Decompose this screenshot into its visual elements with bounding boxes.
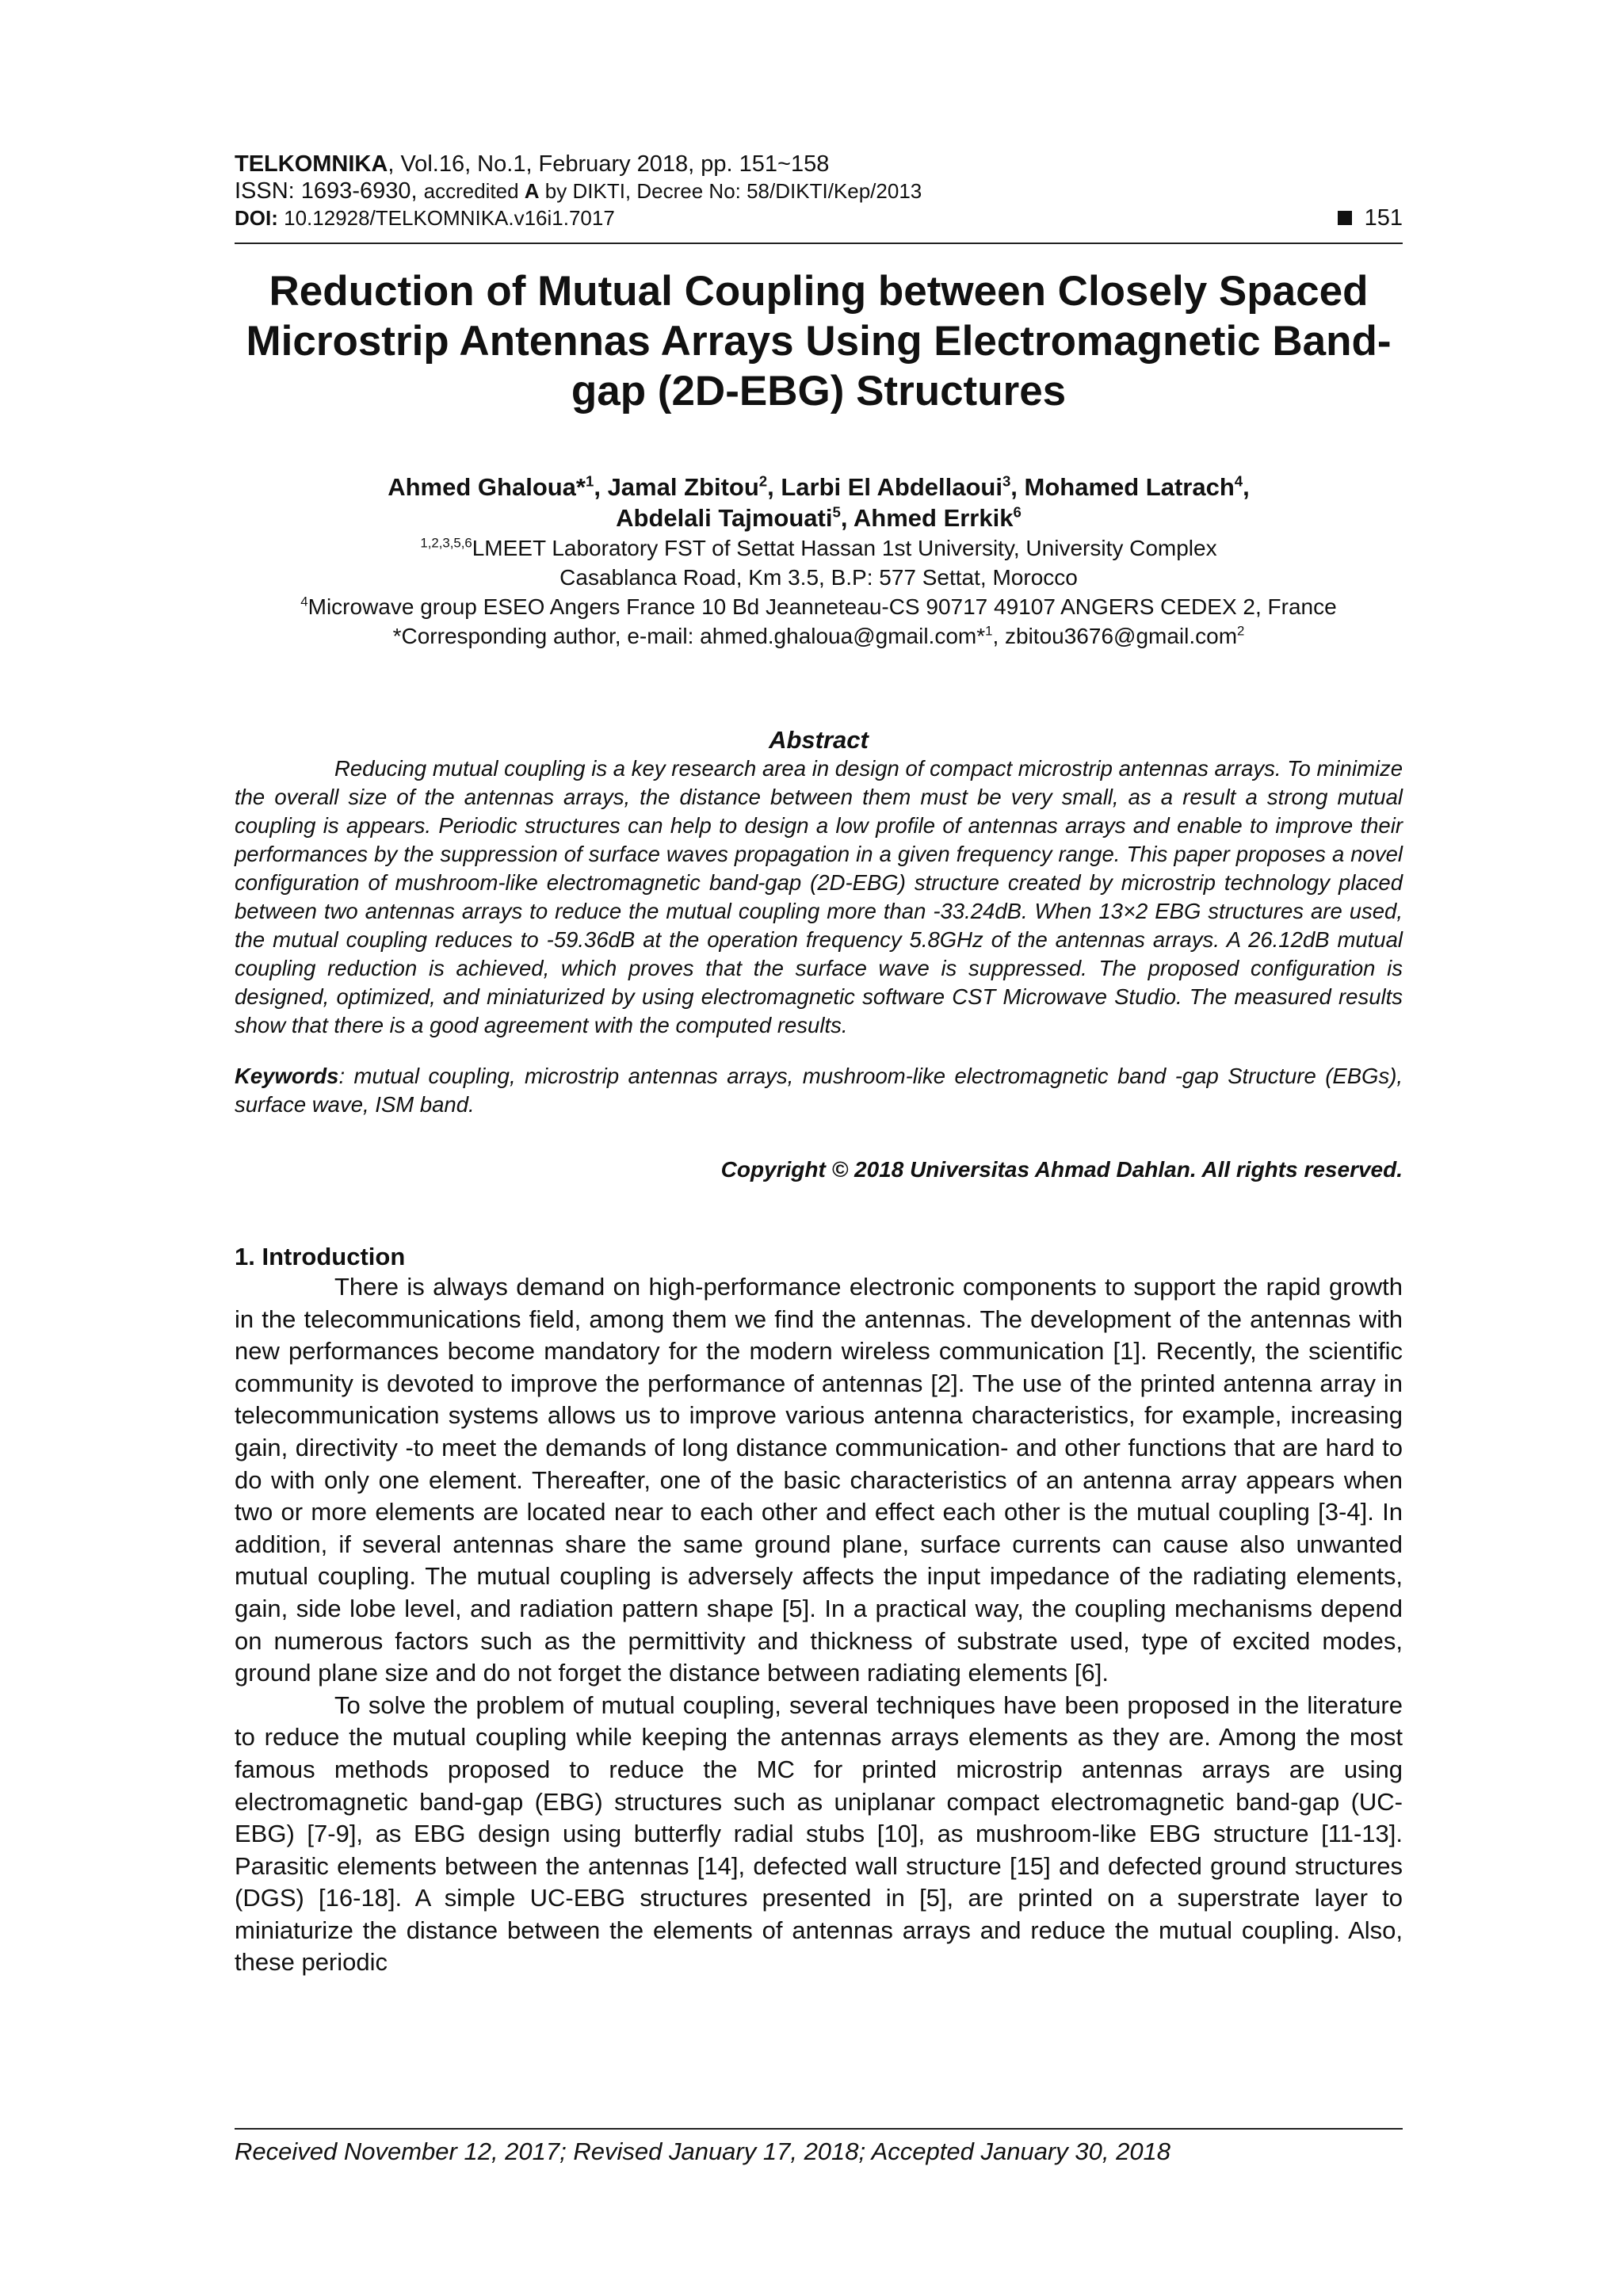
- affiliation-line-1: [235, 533, 1403, 563]
- author-list: [235, 472, 1403, 533]
- keywords: [235, 1062, 1403, 1119]
- page-footer: [235, 2128, 1403, 2166]
- journal-name: TELKOMNIKA: [235, 151, 388, 177]
- page-number-block: [1338, 204, 1403, 231]
- accreditation-a: accredited: [423, 179, 525, 203]
- author-line-2: [235, 502, 1403, 533]
- author-sup: 4: [1234, 472, 1243, 490]
- author-sup: 6: [1013, 503, 1022, 521]
- page-content: [235, 151, 1403, 1979]
- author-name: , Jamal Zbitou: [594, 473, 759, 501]
- issn-line: [235, 178, 1403, 204]
- footer-rule: [235, 2128, 1403, 2130]
- author-line-1: [235, 472, 1403, 502]
- paper-title: Reduction of Mutual Coupling between Closely Spaced Microstrip Antennas Arrays Using Electromagnetic Band-gap (2D-EBG) Structures: [246, 268, 1392, 415]
- author-name: , Ahmed Errkik: [840, 504, 1014, 532]
- affiliation-text: Microwave group ESEO Angers France 10 Bd Jeanneteau-CS 90717 49107 ANGERS CEDEX 2, France: [307, 594, 1337, 619]
- doi-value: 10.12928/TELKOMNIKA.v16i1.7017: [277, 206, 615, 230]
- author-sup: 1: [586, 472, 594, 490]
- author-sup: 5: [832, 503, 841, 521]
- journal-volume: , Vol.16, No.1, February 2018, pp. 151~158: [388, 151, 830, 177]
- author-sup: 3: [1002, 472, 1011, 490]
- corr-email-1: *Corresponding author, e-mail: ahmed.ghaloua@gmail.com*: [392, 624, 986, 648]
- affiliation-text: LMEET Laboratory FST of Settat Hassan 1st University, University Complex: [472, 536, 1217, 560]
- square-bullet-icon: [1338, 211, 1352, 225]
- accreditation-c: by DIKTI, Decree No: 58/DIKTI/Kep/2013: [539, 179, 922, 203]
- doi-row: [235, 204, 1403, 231]
- received-dates: Received November 12, 2017; Revised January 17, 2018; Accepted January 30, 2018: [235, 2137, 1171, 2165]
- affiliation-sup: 1,2,3,5,6: [420, 535, 472, 551]
- affiliation-line-3: [235, 592, 1403, 621]
- author-name: Ahmed Ghaloua*: [388, 473, 586, 501]
- corr-sup: 1: [985, 623, 993, 639]
- affiliation-sup: 4: [300, 594, 308, 609]
- author-name: , Mohamed Latrach: [1010, 473, 1235, 501]
- section-heading-introduction: 1. Introduction: [235, 1243, 406, 1270]
- keywords-text: : mutual coupling, microstrip antennas arrays, mushroom-like electromagnetic band -gap Structure (EBGs), surface wave, ISM band.: [235, 1064, 1403, 1117]
- corr-email-2: , zbitou3676@gmail.com: [992, 624, 1238, 648]
- intro-paragraph-2: To solve the problem of mutual coupling, several techniques have been proposed in the literature to reduce the mutual coupling while keeping the antennas arrays elements as they are. Among the most famous methods proposed to reduce the MC for printed microstrip antennas arrays are using electromagnetic band-gap (EBG) structures such as uniplanar compact electromagnetic band-gap (UC-EBG) [7-9], as EBG design using butterfly radial stubs [10], as mushroom-like EBG structure [11-13]. Parasitic elements between the antennas [14], defected wall structure [15] and defected ground structures (DGS) [16-18]. A simple UC-EBG structures presented in [5], are printed on a superstrate layer to miniaturize the distance between the elements of antennas arrays and reduce the mutual coupling. Also, these periodic: [235, 1690, 1403, 1977]
- corr-sup: 2: [1237, 623, 1245, 639]
- page-number: 151: [1364, 205, 1403, 231]
- affiliations: [235, 533, 1403, 651]
- abstract-text: Reducing mutual coupling is a key research area in design of compact microstrip antennas arrays. To minimize the overall size of the antennas arrays, the distance between them must be very small, as a result a strong mutual coupling is appears. Periodic structures can help to design a low profile of antennas arrays and enable to improve their performances by the suppression of surface waves propagation in a given frequency range. This paper proposes a novel configuration of mushroom-like electromagnetic band-gap (2D-EBG) structure created by microstrip technology placed between two antennas arrays to reduce the mutual coupling more than -33.24dB. When 13×2 EBG structures are used, the mutual coupling reduces to -59.36dB at the operation frequency 5.8GHz of the antennas arrays. A 26.12dB mutual coupling reduction is achieved, which proves that the surface wave is suppressed. The proposed configuration is designed, optimized, and miniaturized by using electromagnetic software CST Microwave Studio. The measured results show that there is a good agreement with the computed results.: [235, 756, 1403, 1037]
- author-name: , Larbi El Abdellaoui: [767, 473, 1002, 501]
- author-separator: ,: [1243, 473, 1250, 501]
- corresponding-author: [235, 621, 1403, 651]
- author-sup: 2: [758, 472, 768, 490]
- copyright-notice: Copyright © 2018 Universitas Ahmad Dahlan. All rights reserved.: [720, 1157, 1403, 1182]
- doi-label: DOI:: [235, 206, 278, 230]
- journal-line: [235, 151, 1403, 178]
- keywords-label: Keywords: [235, 1064, 339, 1088]
- abstract-heading: Abstract: [769, 726, 869, 754]
- header-rule: [235, 243, 1403, 244]
- intro-paragraph-1: There is always demand on high-performance electronic components to support the rapid growth in the telecommunications field, among them we find the antennas. The development of the antennas with new performances become mandatory for the modern wireless communication [1]. Recently, the scientific community is devoted to improve the performance of antennas [2]. The use of the printed antenna array in telecommunication systems allows us to improve various antenna characteristics, for example, increasing gain, directivity -to meet the demands of long distance communication- and other functions that are hard to do with only one element. Thereafter, one of the basic characteristics of an antenna array appears when two or more elements are located near to each other and effect each other is the mutual coupling [3-4]. In addition, if several antennas share the same ground plane, surface currents can cause also unwanted mutual coupling. The mutual coupling is adversely affects the input impedance of the radiating elements, gain, side lobe level, and radiation pattern shape [5]. In a practical way, the coupling mechanisms depend on numerous factors such as the permittivity and thickness of substrate used, type of excited modes, ground plane size and do not forget the distance between radiating elements [6].: [235, 1273, 1403, 1687]
- affiliation-line-2: Casablanca Road, Km 3.5, B.P: 577 Settat, Morocco: [559, 565, 1078, 590]
- doi-line: [235, 204, 615, 231]
- accreditation-b: A: [524, 179, 540, 203]
- journal-header: [235, 151, 1403, 231]
- issn: ISSN: 1693-6930,: [235, 178, 424, 204]
- author-name: Abdelali Tajmouati: [616, 504, 833, 532]
